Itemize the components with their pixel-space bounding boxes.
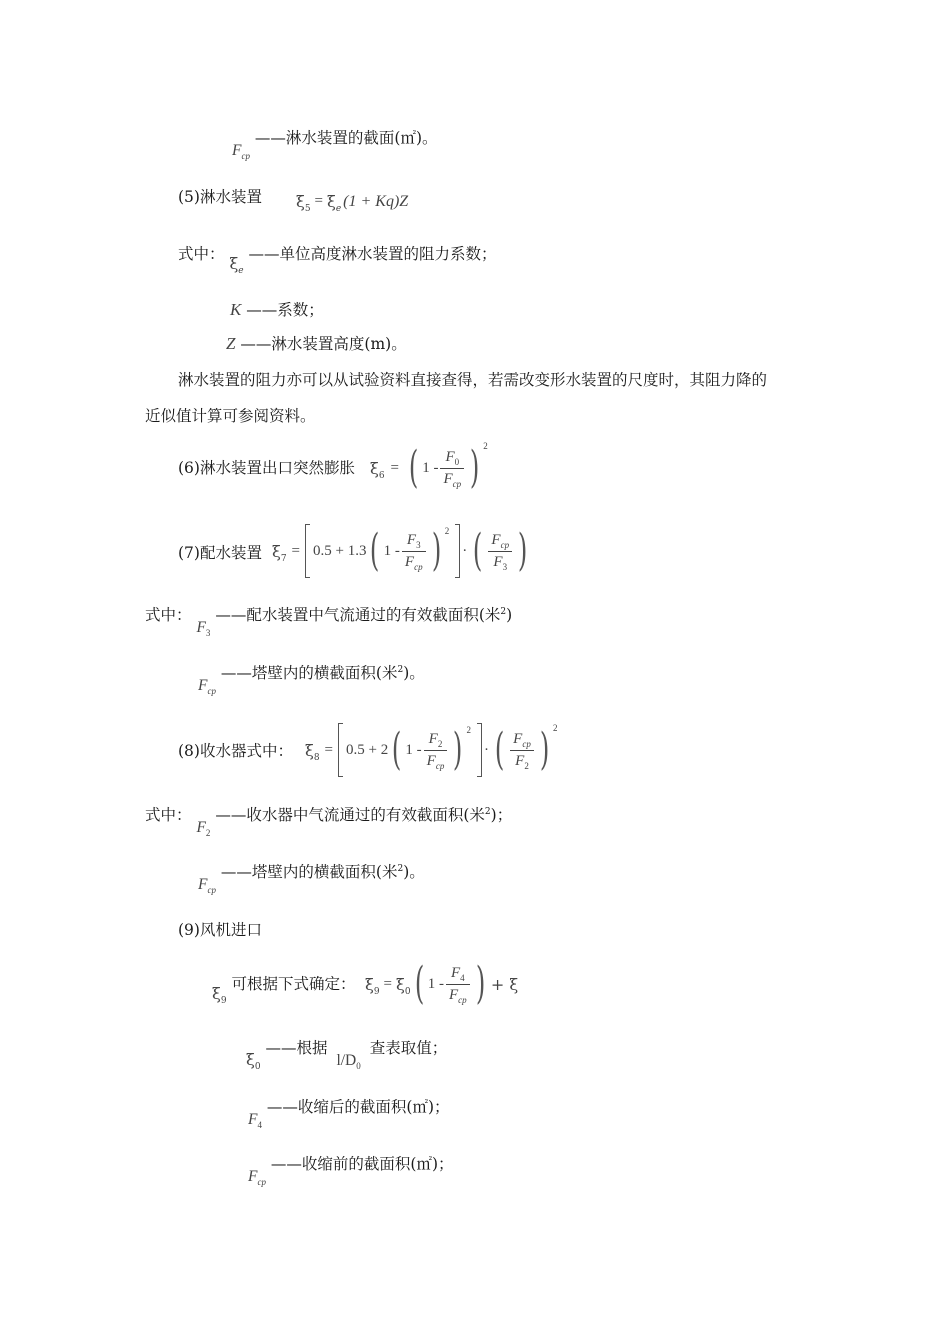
item8-where-f2 (145, 805, 513, 838)
f3-symbol: $F_3$ (196, 619, 211, 638)
fcp-symbol: $F_{cp}$ (198, 876, 216, 895)
item8-formula (305, 723, 558, 777)
item6-label: (6)淋水装置出口突然膨胀 (178, 459, 355, 477)
one-minus: 1 - (383, 542, 400, 559)
item7-where-f3 (145, 605, 513, 638)
xi0-symbol: $\xi_0$ (396, 974, 411, 997)
fraction-f2-fcp: $\frac{F_2}{F_{cp}}$ (424, 731, 448, 770)
xi0-symbol: $\xi_0$ (246, 1050, 261, 1072)
superscript: 2 (500, 607, 507, 617)
item7-formula (272, 524, 531, 578)
k-definition: ——系数； (246, 301, 324, 319)
left-paren: ( (494, 724, 505, 775)
paragraph-line-1: 淋水装置的阻力亦可以从试验资料直接查得，若需改变形水装置的尺度时，其阻力降的 (178, 371, 768, 389)
item5-formula (296, 192, 409, 214)
constant-term: 0.5 + 2 (346, 741, 389, 758)
item5-paren-term: (1 + Kq) (343, 192, 400, 210)
one-minus: 1 - (422, 459, 439, 476)
xi9-symbol: $\xi_9$ (365, 974, 380, 997)
equals-sign: = (291, 542, 301, 559)
item8-label: (8)收水器式中： (178, 742, 293, 760)
f4-symbol: $F_4$ (248, 1111, 262, 1130)
left-paren: ( (408, 442, 419, 493)
z-definition: ——淋水装置高度(m)。 (240, 335, 407, 353)
close-paren: )。 (403, 863, 425, 881)
one-minus: 1 - (427, 975, 444, 992)
where-prefix: 式中： (145, 606, 192, 624)
item8-where-fcp (198, 862, 425, 895)
close-paren: )。 (403, 664, 425, 682)
left-paren: ( (473, 525, 483, 576)
item5-label: (5)淋水装置 (178, 188, 262, 206)
left-bracket (305, 524, 310, 578)
f3-definition: ——配水装置中气流通过的有效截面积(米 (215, 606, 501, 624)
fcp-definition: ——塔壁内的横截面积(米 (220, 863, 398, 881)
xi-e-definition: ——单位高度淋水装置的阻力系数； (248, 245, 497, 263)
left-paren: ( (414, 958, 424, 1009)
item7-label: (7)配水装置 (178, 544, 262, 562)
fraction-f0-fcp: $\frac{F_0}{F_{cp}}$ (440, 449, 464, 488)
item7-where-fcp (198, 663, 425, 696)
right-paren: ) (453, 724, 463, 775)
l-over-d0: $l/D_0$ (336, 1052, 361, 1071)
plus-xi-term: + ξ (490, 974, 519, 994)
fcp-definition-1 (232, 128, 438, 161)
fraction-f4-fcp: $\frac{F_4}{F_{cp}}$ (446, 965, 470, 1004)
right-paren: ) (539, 724, 550, 775)
right-bracket (477, 723, 482, 777)
fcp-symbol: $F_{cp}$ (198, 677, 216, 696)
right-paren: ) (469, 442, 480, 493)
xi-e-symbol: $\xi_e$ (229, 254, 244, 276)
where-prefix: 式中： (178, 245, 225, 263)
item5-where-z (226, 334, 407, 354)
item5-where-k (230, 300, 324, 320)
paragraph-line-2: 近似值计算可参阅资料。 (145, 407, 316, 425)
equals-sign: = (324, 741, 334, 758)
exponent: 2 (466, 725, 471, 735)
exponent: 2 (444, 526, 450, 536)
superscript: 2 (484, 807, 491, 817)
xi7-symbol: $\xi_7$ (272, 541, 287, 564)
item9-where-xi0 (246, 1038, 448, 1072)
one-minus: 1 - (405, 741, 422, 758)
item9-intro-text: 可根据下式确定： (231, 975, 356, 993)
xi0-definition-tail: 查表取值； (369, 1039, 448, 1057)
item9-where-fcp (248, 1154, 454, 1187)
item5-where-xi-e (178, 244, 497, 276)
fcp-definition: ——收缩前的截面积(㎡)； (270, 1155, 454, 1173)
item9-intro (212, 974, 356, 1006)
fraction-f3-fcp: $\frac{F_3}{F_{cp}}$ (402, 532, 426, 571)
superscript: 2 (397, 665, 404, 675)
right-paren: ) (431, 525, 441, 576)
item6-formula (370, 441, 488, 493)
fcp-symbol: $F_{cp}$ (232, 142, 250, 161)
xi9-symbol: $\xi_9$ (212, 984, 227, 1006)
right-paren: ) (517, 525, 528, 576)
constant-term: 0.5 + 1.3 (313, 542, 367, 559)
fraction-fcp-f2: $\frac{F_{cp}}{F_2}$ (510, 731, 534, 770)
f2-symbol: $F_2$ (196, 819, 211, 838)
left-bracket (338, 723, 343, 777)
right-bracket (455, 524, 460, 578)
item9-formula (365, 958, 519, 1009)
fraction-fcp-f3: $\frac{F_{cp}}{F_3}$ (488, 532, 512, 571)
fcp-definition-text: ——淋水装置的截面(㎡)。 (254, 129, 438, 147)
left-paren: ( (392, 724, 402, 775)
xi8-symbol: $\xi_8$ (305, 740, 320, 763)
left-paren: ( (370, 525, 380, 576)
xi5-symbol: $\xi_5$ (296, 192, 311, 214)
f2-definition: ——收水器中气流通过的有效截面积(米 (215, 806, 485, 824)
item5-z-term: Z (399, 192, 409, 210)
item9-label: (9)风机进口 (178, 921, 262, 939)
close-paren: )； (490, 806, 513, 824)
z-symbol: Z (226, 334, 236, 353)
superscript: 2 (397, 864, 404, 874)
fcp-definition: ——塔壁内的横截面积(米 (220, 664, 398, 682)
dot-operator: · (484, 741, 489, 758)
item9-where-f4 (248, 1097, 450, 1130)
dot-operator: · (462, 542, 468, 559)
exponent: 2 (483, 441, 488, 451)
equals-sign: = (314, 193, 324, 209)
close-paren: ) (506, 606, 513, 624)
equals-sign: = (383, 975, 393, 992)
equals-sign: = (390, 459, 400, 476)
k-symbol: K (230, 300, 242, 319)
fcp-symbol: $F_{cp}$ (248, 1168, 266, 1187)
where-prefix: 式中： (145, 806, 192, 824)
xi6-symbol: $\xi_6$ (370, 458, 385, 481)
right-paren: ) (475, 958, 485, 1009)
exponent: 2 (553, 723, 558, 733)
xi-e-symbol: $\xi_e$ (327, 192, 342, 214)
xi0-definition: ——根据 (265, 1039, 328, 1057)
f4-definition: ——收缩后的截面积(㎡)； (266, 1098, 450, 1116)
